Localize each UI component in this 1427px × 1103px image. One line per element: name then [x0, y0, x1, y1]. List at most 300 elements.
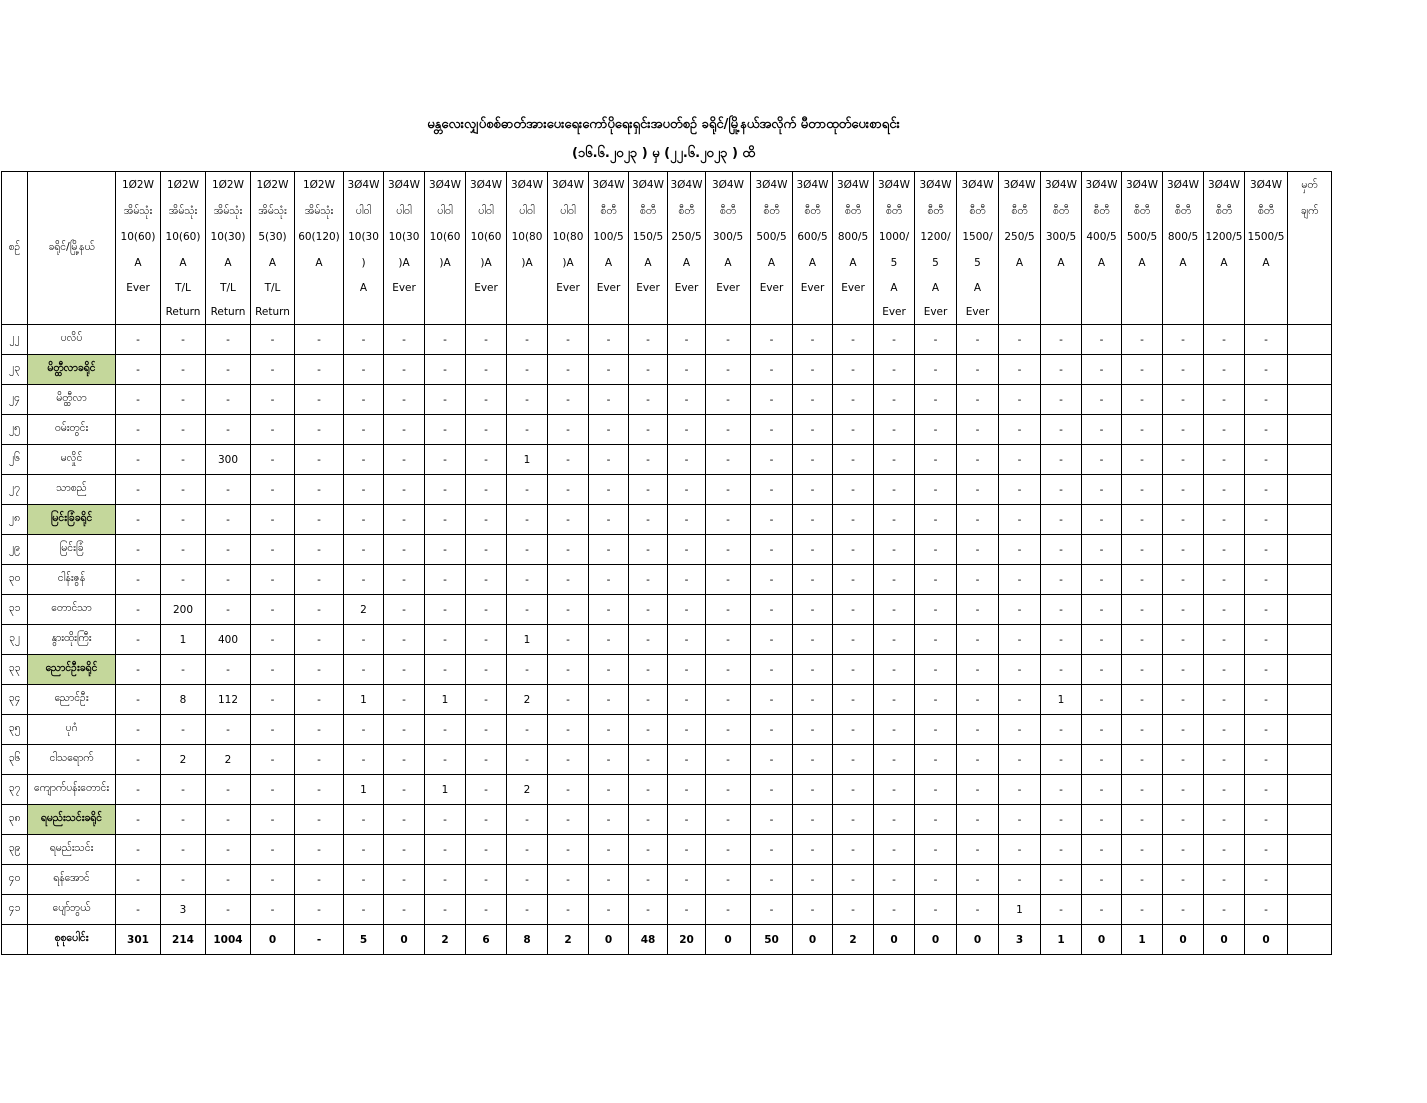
- header-line: Return: [210, 306, 246, 318]
- meter-count-cell: -: [706, 655, 751, 685]
- meter-count-cell: -: [793, 505, 833, 535]
- report-date-range: (၁၆.၆.၂၀၂၃ ) မှ (၂၂.၆.၂၀၂၃ ) ထိ: [572, 146, 755, 161]
- meter-count-cell: -: [295, 805, 344, 835]
- meter-count-cell: -: [1204, 805, 1245, 835]
- meter-count-cell: -: [751, 685, 793, 715]
- table-row: [2, 895, 1362, 925]
- meter-count-cell: -: [116, 385, 161, 415]
- header-line: ပါဝါ: [560, 205, 576, 217]
- meter-count-cell: -: [1041, 355, 1082, 385]
- meter-count-cell: -: [466, 865, 507, 895]
- meter-count-cell: -: [793, 865, 833, 895]
- meter-count-cell: -: [668, 385, 706, 415]
- meter-count-cell: -: [425, 835, 466, 865]
- meter-count-cell: -: [1163, 745, 1204, 775]
- header-line: A: [644, 257, 652, 269]
- meter-count-cell: -: [1041, 805, 1082, 835]
- meter-count-cell: -: [957, 775, 999, 805]
- meter-count-cell: -: [589, 355, 629, 385]
- meter-count-cell: -: [915, 865, 957, 895]
- meter-count-cell: -: [793, 895, 833, 925]
- remark-cell: [1288, 685, 1332, 715]
- header-line: 10(80: [552, 231, 584, 243]
- meter-count-cell: -: [957, 895, 999, 925]
- meter-count-cell: -: [957, 505, 999, 535]
- meter-count-cell: -: [1041, 505, 1082, 535]
- header-line: 3Ø4W: [1125, 179, 1158, 191]
- report-title: မန္တလေးလျှပ်စစ်ဓာတ်အားပေးရေးကော်ပိုရေးရှင်းအပတ်စဉ် ခရိုင်/မြို့နယ်အလိုက် မီတာထုတ်ပေးစာရင်း: [427, 117, 900, 132]
- header-serial-label: စဉ်: [8, 240, 21, 253]
- header-meter-type: [915, 172, 957, 325]
- header-line: [1245, 276, 1287, 300]
- header-line: [629, 300, 667, 324]
- header-serial: [2, 172, 28, 325]
- meter-count-cell: -: [915, 805, 957, 835]
- meter-count-cell: -: [507, 895, 548, 925]
- meter-count-cell: -: [589, 535, 629, 565]
- meter-count-cell: -: [1245, 655, 1288, 685]
- meter-count-cell: -: [793, 655, 833, 685]
- header-meter-type: [1163, 172, 1204, 325]
- meter-count-cell: -: [589, 895, 629, 925]
- meter-count-cell: -: [1082, 775, 1122, 805]
- header-meter-type: [833, 172, 874, 325]
- meter-count-cell: -: [384, 685, 425, 715]
- meter-count-cell: -: [915, 535, 957, 565]
- meter-count-cell: -: [1082, 685, 1122, 715]
- meter-count-cell: -: [833, 565, 874, 595]
- table-row: [2, 535, 1362, 565]
- header-line: 3Ø4W: [961, 179, 994, 191]
- header-line: T/L: [175, 282, 191, 294]
- meter-count-cell: -: [295, 655, 344, 685]
- meter-count-cell: -: [425, 565, 466, 595]
- header-line: Ever: [923, 306, 948, 318]
- township-name: ငါသရောက်: [28, 745, 116, 775]
- meter-count-cell: -: [1163, 535, 1204, 565]
- header-line: A: [931, 282, 940, 294]
- header-line: Ever: [392, 282, 416, 294]
- table-row: [2, 475, 1362, 505]
- total-cell: 6: [466, 925, 507, 955]
- total-cell: 0: [915, 925, 957, 955]
- header-line: [548, 300, 588, 324]
- meter-count-cell: 2: [507, 685, 548, 715]
- township-name: ပလိပ်: [28, 325, 116, 355]
- meter-count-cell: -: [706, 865, 751, 895]
- row-serial: ၂၇: [2, 475, 28, 505]
- meter-count-cell: -: [295, 325, 344, 355]
- meter-count-cell: -: [384, 805, 425, 835]
- meter-count-cell: -: [1163, 475, 1204, 505]
- meter-count-cell: 200: [161, 595, 206, 625]
- header-meter-type: [706, 172, 751, 325]
- meter-count-cell: -: [833, 655, 874, 685]
- table-row: [2, 685, 1362, 715]
- meter-count-cell: -: [999, 475, 1041, 505]
- meter-count-cell: -: [1245, 745, 1288, 775]
- total-serial: [2, 925, 28, 955]
- meter-count-cell: -: [206, 895, 251, 925]
- remark-cell: [1288, 385, 1332, 415]
- row-serial: ၃၈: [2, 805, 28, 835]
- meter-count-cell: -: [425, 595, 466, 625]
- header-line: 3Ø4W: [755, 179, 788, 191]
- header-line: [1245, 300, 1287, 324]
- total-cell: 214: [161, 925, 206, 955]
- meter-count-cell: -: [706, 745, 751, 775]
- table-row: [2, 805, 1362, 835]
- meter-count-cell: -: [629, 865, 668, 895]
- meter-count-cell: -: [161, 355, 206, 385]
- meter-count-cell: -: [957, 685, 999, 715]
- meter-count-cell: -: [161, 715, 206, 745]
- meter-count-cell: -: [548, 505, 589, 535]
- meter-count-cell: -: [629, 565, 668, 595]
- header-line: 1Ø2W: [256, 179, 289, 191]
- meter-count-cell: -: [629, 385, 668, 415]
- meter-count-cell: -: [833, 355, 874, 385]
- total-cell: 0: [1204, 925, 1245, 955]
- meter-count-cell: -: [1082, 655, 1122, 685]
- meter-count-cell: -: [548, 565, 589, 595]
- header-line: 10(30: [348, 231, 379, 243]
- header-line: A: [767, 257, 776, 269]
- row-serial: ၃၂: [2, 625, 28, 655]
- header-line: 250/5: [1004, 231, 1035, 243]
- meter-count-cell: -: [1245, 835, 1288, 865]
- table-row: [2, 745, 1362, 775]
- header-line: 1Ø2W: [121, 179, 154, 191]
- total-cell: 1: [1122, 925, 1163, 955]
- meter-count-cell: -: [668, 595, 706, 625]
- meter-count-cell: -: [751, 775, 793, 805]
- meter-count-cell: -: [1122, 565, 1163, 595]
- meter-count-cell: -: [1245, 475, 1288, 505]
- row-serial: ၃၄: [2, 685, 28, 715]
- meter-count-cell: -: [999, 625, 1041, 655]
- meter-count-cell: -: [1163, 805, 1204, 835]
- meter-count-cell: -: [1041, 775, 1082, 805]
- total-cell: 2: [425, 925, 466, 955]
- table-row: [2, 385, 1362, 415]
- meter-count-cell: -: [466, 385, 507, 415]
- meter-count-cell: -: [1204, 325, 1245, 355]
- meter-count-cell: -: [466, 625, 507, 655]
- header-line: A: [604, 257, 613, 269]
- header-line: Ever: [126, 282, 150, 294]
- header-line: အိမ်သုံး: [304, 205, 334, 217]
- meter-count-cell: -: [706, 475, 751, 505]
- header-line: [668, 300, 705, 324]
- meter-count-cell: -: [1245, 385, 1288, 415]
- meter-count-cell: -: [1245, 595, 1288, 625]
- header-line: 5(30): [258, 231, 287, 243]
- header-line: Ever: [596, 282, 621, 294]
- remark-cell: [1288, 865, 1332, 895]
- header-line: A: [359, 282, 368, 294]
- row-serial: ၂၉: [2, 535, 28, 565]
- header-line: 3Ø4W: [1207, 179, 1240, 191]
- meter-count-cell: -: [344, 505, 384, 535]
- header-line: စီတီ: [678, 205, 695, 217]
- meter-count-cell: -: [957, 385, 999, 415]
- meter-count-cell: -: [999, 325, 1041, 355]
- meter-count-cell: -: [1122, 835, 1163, 865]
- header-line: 10(80: [511, 231, 543, 243]
- meter-count-cell: -: [751, 385, 793, 415]
- table-row: [2, 625, 1362, 655]
- header-line: မှတ်: [1301, 179, 1318, 191]
- meter-count-cell: -: [344, 325, 384, 355]
- township-name: ငါန်းဇွန်: [28, 565, 116, 595]
- header-line: 3Ø4W: [387, 179, 420, 191]
- meter-count-cell: -: [1204, 685, 1245, 715]
- meter-count-cell: -: [915, 685, 957, 715]
- meter-count-cell: -: [1122, 895, 1163, 925]
- meter-count-cell: -: [793, 565, 833, 595]
- meter-count-cell: -: [251, 535, 295, 565]
- meter-count-cell: -: [1041, 385, 1082, 415]
- meter-count-cell: -: [425, 475, 466, 505]
- table-row: [2, 715, 1362, 745]
- header-line: 10(30: [388, 231, 420, 243]
- meter-count-cell: -: [589, 655, 629, 685]
- header-line: 3Ø4W: [836, 179, 869, 191]
- meter-count-cell: -: [116, 475, 161, 505]
- township-name: ရမည်းသင်း: [28, 835, 116, 865]
- meter-count-cell: -: [1204, 835, 1245, 865]
- total-cell: 3: [999, 925, 1041, 955]
- remark-cell: [1288, 805, 1332, 835]
- meter-count-cell: -: [629, 595, 668, 625]
- header-line: စီတီ: [1257, 205, 1275, 217]
- meter-count-cell: -: [915, 595, 957, 625]
- meter-count-cell: -: [1041, 595, 1082, 625]
- meter-count-cell: -: [466, 895, 507, 925]
- meter-count-cell: -: [1082, 385, 1122, 415]
- meter-count-cell: -: [957, 745, 999, 775]
- meter-count-cell: -: [161, 805, 206, 835]
- meter-count-cell: -: [1163, 505, 1204, 535]
- header-line: ပါဝါ: [478, 205, 494, 217]
- meter-count-cell: -: [793, 475, 833, 505]
- table-row: [2, 835, 1362, 865]
- header-line: 1200/5: [1205, 231, 1243, 243]
- header-line: ပါဝါ: [519, 205, 535, 217]
- township-name: ဝမ်းတွင်း: [28, 415, 116, 445]
- meter-count-cell: -: [706, 535, 751, 565]
- meter-count-cell: -: [589, 385, 629, 415]
- meter-count-cell: -: [706, 895, 751, 925]
- meter-count-cell: 1: [425, 685, 466, 715]
- meter-count-cell: -: [833, 415, 874, 445]
- meter-count-cell: -: [1041, 475, 1082, 505]
- header-line: 5: [890, 257, 898, 269]
- meter-count-cell: -: [629, 835, 668, 865]
- meter-count-cell: -: [1082, 355, 1122, 385]
- row-serial: ၂၆: [2, 445, 28, 475]
- meter-count-cell: -: [751, 445, 793, 475]
- meter-count-cell: -: [295, 625, 344, 655]
- meter-count-cell: -: [833, 685, 874, 715]
- header-meter-type: [425, 172, 466, 325]
- header-line: စီတီ: [1215, 205, 1233, 217]
- meter-count-cell: -: [425, 805, 466, 835]
- header-line: 3Ø4W: [670, 179, 703, 191]
- meter-count-cell: -: [466, 475, 507, 505]
- header-line: [999, 276, 1040, 300]
- meter-count-cell: -: [1163, 625, 1204, 655]
- meter-count-cell: -: [548, 385, 589, 415]
- meter-count-cell: -: [957, 445, 999, 475]
- meter-count-cell: -: [548, 355, 589, 385]
- header-line: စီတီ: [1133, 205, 1151, 217]
- meter-count-cell: -: [466, 415, 507, 445]
- meter-count-cell: -: [915, 745, 957, 775]
- meter-count-cell: -: [668, 625, 706, 655]
- header-line: A: [134, 257, 142, 269]
- total-cell: 2: [548, 925, 589, 955]
- meter-count-cell: -: [251, 775, 295, 805]
- meter-count-cell: -: [793, 595, 833, 625]
- meter-count-cell: -: [116, 745, 161, 775]
- meter-count-cell: -: [589, 775, 629, 805]
- meter-count-cell: -: [295, 775, 344, 805]
- table-row: [2, 505, 1362, 535]
- header-line: Return: [255, 306, 290, 318]
- table-row: [2, 865, 1362, 895]
- meter-count-cell: -: [1204, 535, 1245, 565]
- meter-count-cell: -: [915, 475, 957, 505]
- total-cell: -: [295, 925, 344, 955]
- meter-count-cell: -: [874, 535, 915, 565]
- meter-count-cell: -: [548, 325, 589, 355]
- meter-count-cell: -: [1082, 325, 1122, 355]
- meter-count-cell: -: [344, 385, 384, 415]
- row-serial: ၃၆: [2, 745, 28, 775]
- meter-count-cell: -: [548, 715, 589, 745]
- meter-count-cell: -: [874, 475, 915, 505]
- meter-count-cell: -: [295, 535, 344, 565]
- meter-issue-table: [1, 171, 1362, 955]
- header-line: ပါဝါ: [437, 205, 453, 217]
- meter-count-cell: -: [161, 415, 206, 445]
- meter-count-cell: 1: [425, 775, 466, 805]
- meter-count-cell: -: [1204, 655, 1245, 685]
- meter-count-cell: -: [466, 745, 507, 775]
- header-line: 3Ø4W: [1166, 179, 1199, 191]
- township-name: ပုဂံ: [28, 715, 116, 745]
- meter-count-cell: -: [1041, 655, 1082, 685]
- total-cell: 0: [589, 925, 629, 955]
- header-line: Ever: [965, 306, 990, 318]
- township-name: မလှိုင်: [28, 445, 116, 475]
- township-name: တောင်သာ: [28, 595, 116, 625]
- meter-count-cell: -: [874, 415, 915, 445]
- meter-count-cell: -: [915, 715, 957, 745]
- meter-count-cell: -: [957, 715, 999, 745]
- remark-cell: [1288, 925, 1332, 955]
- header-line: 3Ø4W: [347, 179, 380, 191]
- header-line: 1000/: [878, 231, 910, 243]
- meter-count-cell: -: [1122, 505, 1163, 535]
- header-meter-type: [1122, 172, 1163, 325]
- total-cell: 2: [833, 925, 874, 955]
- header-line: 300/5: [1045, 231, 1077, 243]
- meter-count-cell: -: [793, 355, 833, 385]
- meter-count-cell: -: [1082, 475, 1122, 505]
- meter-count-cell: -: [1082, 865, 1122, 895]
- meter-count-cell: -: [706, 775, 751, 805]
- meter-count-cell: -: [548, 805, 589, 835]
- meter-count-cell: -: [589, 595, 629, 625]
- meter-count-cell: -: [384, 595, 425, 625]
- meter-count-cell: -: [295, 895, 344, 925]
- meter-count-cell: -: [161, 475, 206, 505]
- meter-count-cell: -: [833, 445, 874, 475]
- meter-count-cell: 400: [206, 625, 251, 655]
- meter-count-cell: -: [507, 745, 548, 775]
- total-cell: 20: [668, 925, 706, 955]
- header-line: [1163, 300, 1203, 324]
- meter-count-cell: -: [589, 865, 629, 895]
- meter-count-cell: -: [1245, 865, 1288, 895]
- meter-count-cell: -: [1204, 385, 1245, 415]
- meter-count-cell: -: [999, 745, 1041, 775]
- meter-count-cell: -: [507, 865, 548, 895]
- remark-cell: [1288, 625, 1332, 655]
- meter-count-cell: -: [548, 685, 589, 715]
- meter-count-cell: -: [251, 325, 295, 355]
- total-cell: 0: [957, 925, 999, 955]
- meter-count-cell: -: [1041, 625, 1082, 655]
- header-line: 5: [974, 257, 981, 269]
- meter-count-cell: -: [668, 415, 706, 445]
- header-meter-type: [751, 172, 793, 325]
- meter-count-cell: -: [1122, 655, 1163, 685]
- meter-count-cell: -: [999, 505, 1041, 535]
- meter-count-cell: -: [1204, 745, 1245, 775]
- header-line: A: [1097, 257, 1106, 269]
- township-name: နွားထိုးကြီး: [28, 625, 116, 655]
- meter-count-cell: -: [668, 535, 706, 565]
- header-line: 5: [932, 257, 939, 269]
- meter-count-cell: -: [874, 715, 915, 745]
- meter-count-cell: -: [589, 505, 629, 535]
- meter-count-cell: -: [548, 835, 589, 865]
- meter-count-cell: -: [161, 505, 206, 535]
- meter-count-cell: -: [507, 715, 548, 745]
- meter-count-cell: -: [1245, 775, 1288, 805]
- meter-count-cell: -: [116, 775, 161, 805]
- header-line: [466, 300, 506, 324]
- meter-count-cell: -: [1245, 535, 1288, 565]
- meter-count-cell: -: [874, 625, 915, 655]
- meter-count-cell: -: [425, 505, 466, 535]
- meter-count-cell: -: [793, 625, 833, 655]
- table-row: [2, 595, 1362, 625]
- row-serial: ၃၀: [2, 565, 28, 595]
- header-line: [589, 300, 628, 324]
- header-meter-type: [295, 172, 344, 325]
- header-line: [1041, 300, 1081, 324]
- meter-count-cell: -: [915, 415, 957, 445]
- header-line: 3Ø4W: [1003, 179, 1036, 191]
- meter-count-cell: -: [999, 595, 1041, 625]
- meter-count-cell: -: [116, 415, 161, 445]
- district-name: ရမည်းသင်းခရိုင်: [28, 805, 116, 835]
